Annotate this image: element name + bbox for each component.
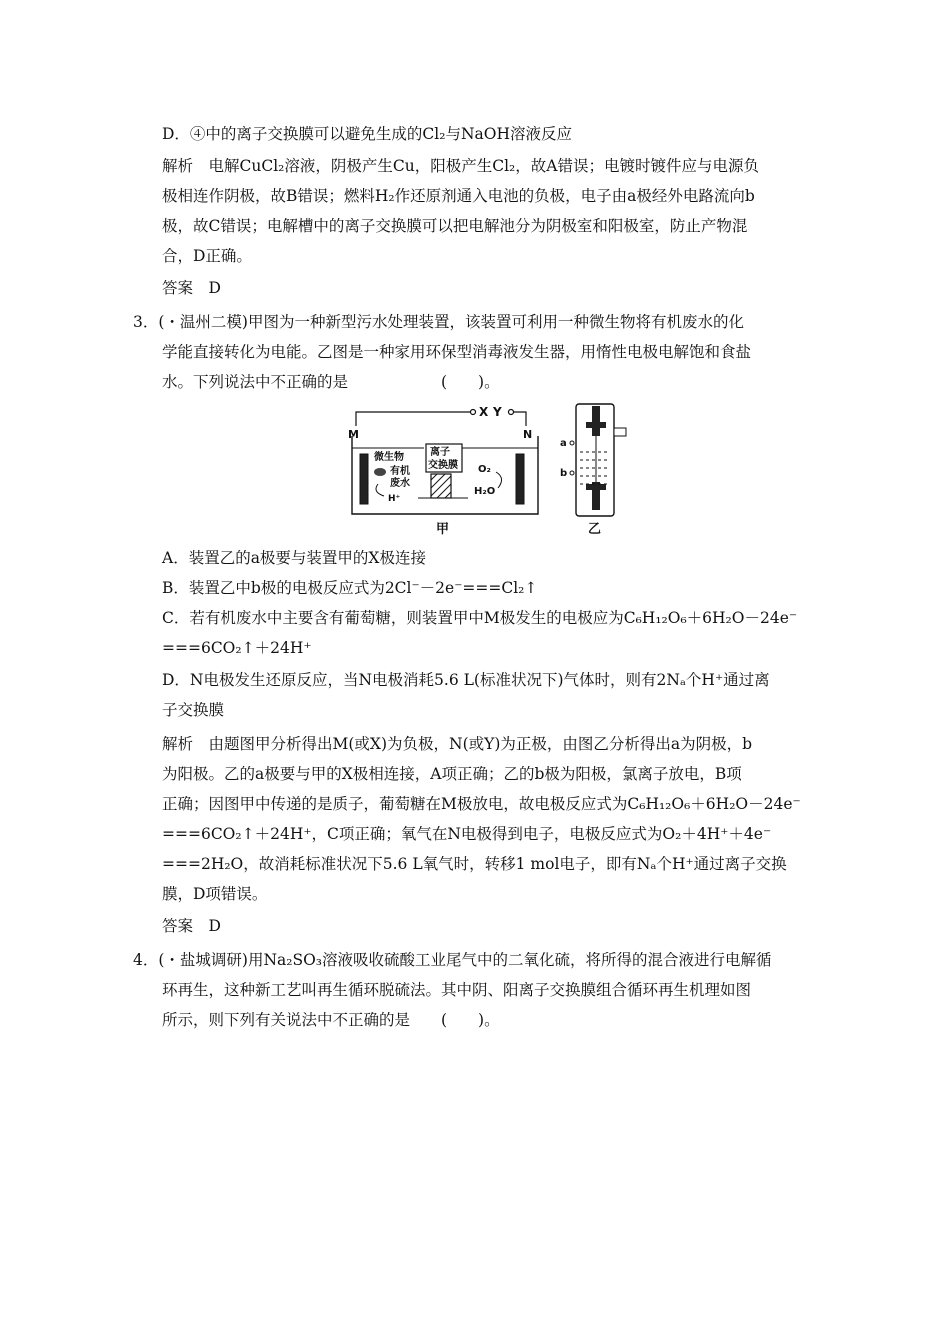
q2-analysis-line: 极相连作阴极，故B错误；燃料H₂作还原剂通入电池的负极，电子由a极经外电路流向b xyxy=(162,187,755,205)
label-o2: O₂ xyxy=(478,464,491,475)
label-h2o: H₂O xyxy=(474,486,496,497)
q4-stem-line: 所示，则下列有关说法中不正确的是 ( )。 xyxy=(162,1011,500,1029)
label-m: M xyxy=(348,428,359,441)
label-membrane: 离子 xyxy=(430,447,450,458)
q2-option-d: D．④中的离子交换膜可以避免生成的Cl₂与NaOH溶液反应 xyxy=(162,125,572,143)
microbe-shape xyxy=(374,468,386,476)
q3-analysis-line: 解析 由题图甲分析得出M(或X)为负极，N(或Y)为正极，由图乙分析得出a为阴极，b xyxy=(162,735,753,753)
q2-analysis-line: 极，故C错误；电解槽中的离子交换膜可以把电解池分为阴极室和阳极室，防止产物混 xyxy=(162,217,748,235)
q2-analysis-line: 合，D正确。 xyxy=(162,247,252,265)
q3-analysis-line: ===6CO₂↑＋24H⁺，C项正确；氧气在N电极得到电子，电极反应式为O₂＋4H⁺＋4e⁻ xyxy=(162,825,772,843)
label-n: N xyxy=(523,428,533,441)
q3-option: A．装置乙的a极要与装置甲的X极连接 xyxy=(162,549,426,567)
label-organic: 废水 xyxy=(390,478,410,489)
label-organic: 有机 xyxy=(390,466,410,477)
q3-figure xyxy=(348,400,638,538)
q3-stem-line: 学能直接转化为电能。乙图是一种家用环保型消毒液发生器，用惰性电极电解饱和食盐 xyxy=(162,343,752,361)
terminal-x xyxy=(471,410,476,415)
q2-analysis-line: 解析 电解CuCl₂溶液，阴极产生Cu，阳极产生Cl₂，故A错误；电镀时镀件应与电源负 xyxy=(162,157,759,175)
q3-analysis-line: 正确；因图甲中传递的是质子，葡萄糖在M极放电，故电极反应式为C₆H₁₂O₆＋6H₂O－24e⁻ xyxy=(162,795,801,813)
q3-option: C．若有机废水中主要含有葡萄糖，则装置甲中M极发生的电极应为C₆H₁₂O₆＋6H₂O－24e⁻ xyxy=(162,609,798,627)
label-jia: 甲 xyxy=(436,522,450,537)
electrode-n xyxy=(516,454,524,504)
q3-analysis-line: 为阳极。乙的a极要与甲的X极相连接，A项正确；乙的b极为阳极，氯离子放电，B项 xyxy=(162,765,742,783)
q3-option: 子交换膜 xyxy=(162,701,225,719)
q3-option: ===6CO₂↑＋24H⁺ xyxy=(162,639,312,657)
q3-analysis-line: ===2H₂O，故消耗标准状况下5.6 L氧气时，转移1 mol电子，即有Nₐ个H⁺通过离子交换 xyxy=(162,855,787,873)
terminal-y xyxy=(509,410,514,415)
q3-answer: 答案 D xyxy=(162,917,221,935)
q3-stem-line: 水。下列说法中不正确的是 ( )。 xyxy=(162,373,500,391)
q3-option: D．N电极发生还原反应，当N电极消耗5.6 L(标准状况下)气体时，则有2Nₐ个H⁺通过离 xyxy=(162,671,770,689)
electrode-a xyxy=(592,406,600,436)
label-microbe: 微生物 xyxy=(374,452,404,463)
label-x: X xyxy=(479,405,489,419)
q4-stem-line: 4．(・盐城调研)用Na₂SO₃溶液吸收硫酸工业尾气中的二氧化硫，将所得的混合液进行电解循 xyxy=(133,951,772,969)
q3-analysis-line: 膜，D项错误。 xyxy=(162,885,268,903)
label-yi: 乙 xyxy=(588,522,602,537)
label-membrane: 交换膜 xyxy=(428,460,458,471)
label-b: b xyxy=(560,468,568,479)
label-hplus: H⁺ xyxy=(388,494,401,504)
q3-stem-line: 3．(・温州二模)甲图为一种新型污水处理装置，该装置可利用一种微生物将有机废水的化 xyxy=(133,313,744,331)
label-a: a xyxy=(560,438,567,449)
q3-option: B．装置乙中b极的电极反应式为2Cl⁻－2e⁻===Cl₂↑ xyxy=(162,579,538,597)
q2-answer: 答案 D xyxy=(162,279,221,297)
electrode-m xyxy=(360,454,368,504)
q4-stem-line: 环再生，这种新工艺叫再生循环脱硫法。其中阴、阳离子交换膜组合循环再生机理如图 xyxy=(162,981,752,999)
label-y: Y xyxy=(493,405,502,419)
